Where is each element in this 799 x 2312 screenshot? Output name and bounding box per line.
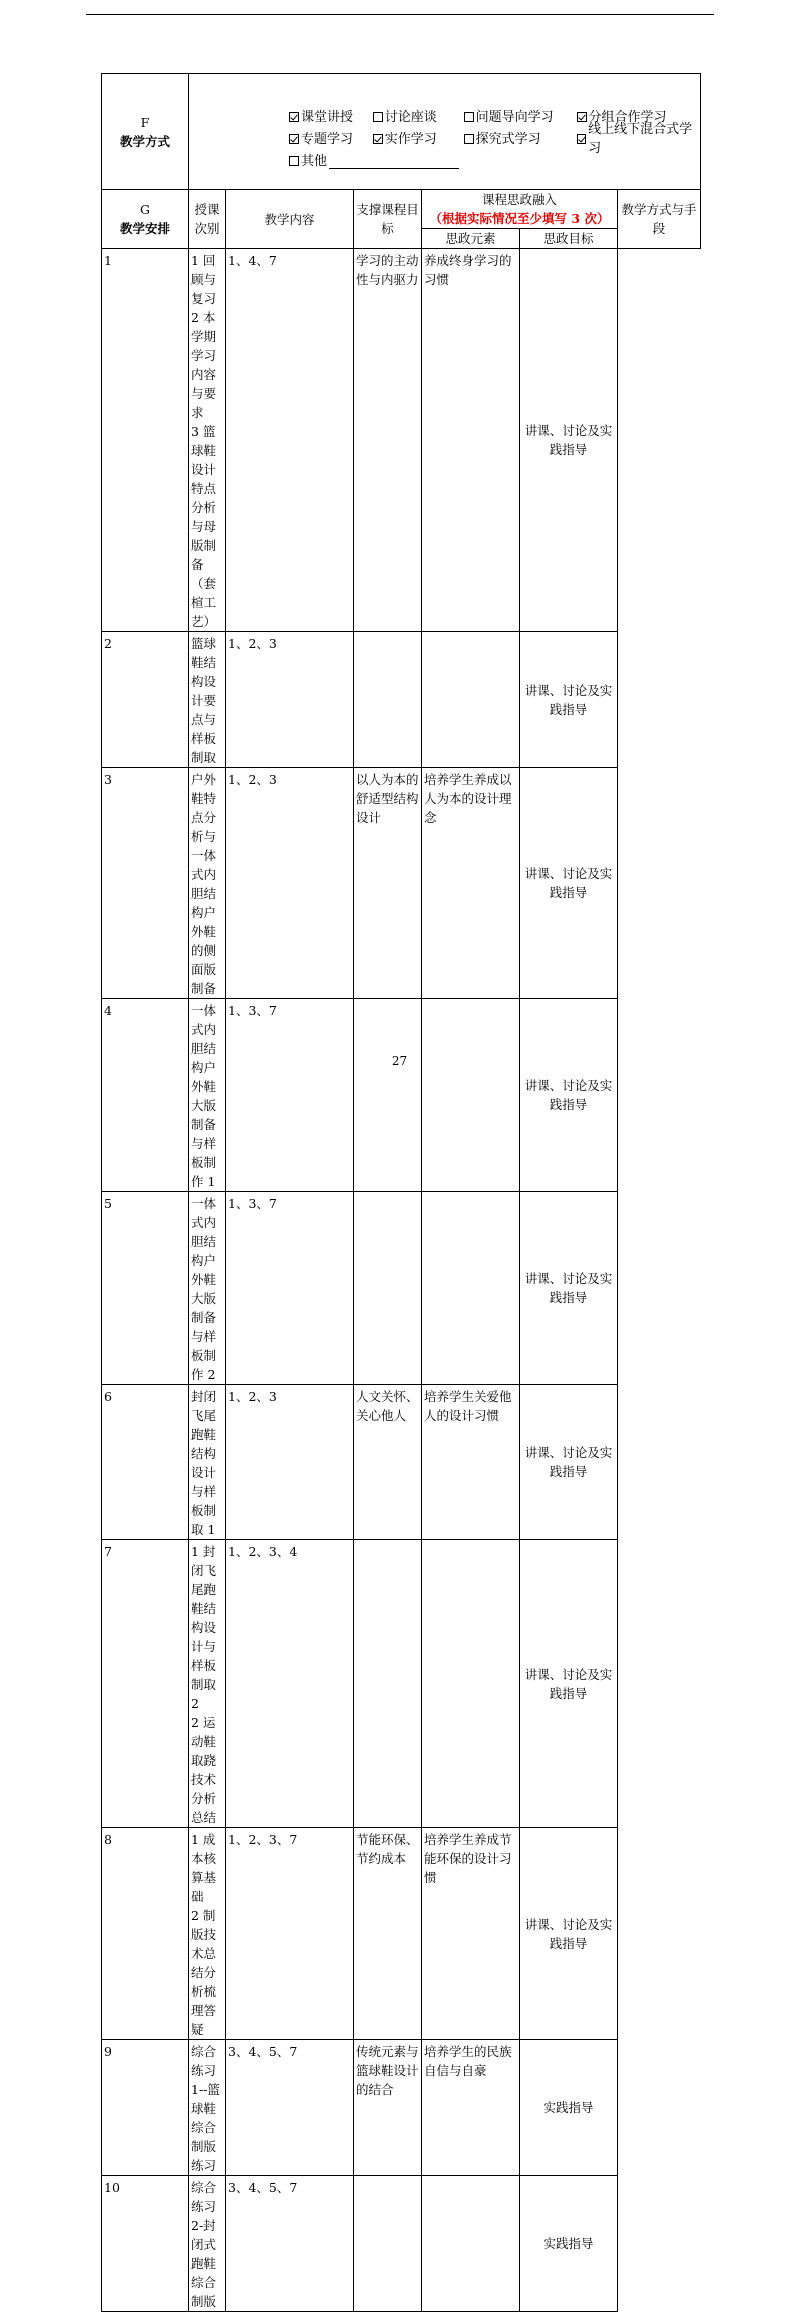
- teaching-methods: [189, 74, 701, 190]
- ideology-element: 学习的主动性与内驱力: [354, 249, 422, 632]
- schedule-row: [102, 1540, 701, 1828]
- ideology-element: [354, 1192, 422, 1385]
- schedule-row: [102, 999, 701, 1192]
- teaching-method: 实践指导: [520, 2176, 618, 2312]
- ideology-element: 节能环保、节约成本: [354, 1828, 422, 2040]
- method-option: [289, 152, 459, 171]
- header-methods: 教学方式与手段: [618, 190, 701, 249]
- course-goals: 1、4、7: [226, 249, 354, 632]
- lesson-content: 1 回顾与复习 2 本学期学习内容与要求 3 篮球鞋设计特点分析与母版制备（套楦工艺）: [189, 249, 226, 632]
- ideology-element: [354, 999, 422, 1192]
- method-label: 线上线下混合式学习: [588, 122, 693, 156]
- ideology-element: [354, 2176, 422, 2312]
- lesson-content: 户外鞋特点分析与一体式内胆结构户外鞋的侧面版制备: [189, 768, 226, 999]
- lesson-content: 综合练习 1--篮球鞋综合制版练习: [189, 2040, 226, 2176]
- ideology-target: 养成终身学习的习惯: [422, 249, 520, 632]
- schedule-row: [102, 2040, 701, 2176]
- section-f-row: [102, 74, 701, 190]
- ideology-target: 培养学生养成节能环保的设计习惯: [422, 1828, 520, 2040]
- method-label: 分组合作学习: [588, 109, 667, 125]
- schedule-row: [102, 1828, 701, 2040]
- ideology-target: [422, 2176, 520, 2312]
- ideology-target: 培养学生养成以人为本的设计理念: [422, 768, 520, 999]
- method-label: 问题导向学习: [475, 109, 554, 125]
- ideology-element: [354, 1540, 422, 1828]
- ideology-element: 传统元素与篮球鞋设计的结合: [354, 2040, 422, 2176]
- session-number: 6: [102, 1385, 189, 1540]
- header-ideology-note: （根据实际情况至少填写 3 次）: [429, 211, 610, 226]
- checked-box-icon[interactable]: [577, 134, 587, 144]
- course-goals: 1、2、3: [226, 1385, 354, 1540]
- method-label: 课堂讲授: [301, 109, 354, 125]
- lesson-content: 一体式内胆结构户外鞋大版制备与样板制作 2: [189, 1192, 226, 1385]
- header-ideology-title: 课程思政融入: [481, 192, 557, 207]
- teaching-method: 讲课、讨论及实践指导: [520, 1192, 618, 1385]
- session-number: 2: [102, 632, 189, 768]
- ideology-target: [422, 1540, 520, 1828]
- ideology-element: [354, 632, 422, 768]
- section-f-code: F: [140, 114, 150, 130]
- method-option: [373, 108, 464, 127]
- session-number: 10: [102, 2176, 189, 2312]
- ideology-target: 培养学生关爱他人的设计习惯: [422, 1385, 520, 1540]
- section-g-label: [102, 190, 189, 249]
- course-goals: 1、2、3: [226, 632, 354, 768]
- course-goals: 1、3、7: [226, 999, 354, 1192]
- method-option: [464, 108, 577, 127]
- teaching-method: 讲课、讨论及实践指导: [520, 999, 618, 1192]
- method-option: [577, 120, 700, 158]
- section-f-label: [102, 74, 189, 190]
- empty-box-icon[interactable]: [464, 134, 474, 144]
- session-number: 1: [102, 249, 189, 632]
- empty-box-icon[interactable]: [464, 112, 474, 122]
- lesson-content: 1 成本核算基础 2 制版技术总结分析梳理答疑: [189, 1828, 226, 2040]
- ideology-element: 以人为本的舒适型结构设计: [354, 768, 422, 999]
- method-label: 探究式学习: [475, 131, 541, 147]
- session-number: 5: [102, 1192, 189, 1385]
- checked-box-icon[interactable]: [373, 134, 383, 144]
- session-number: 8: [102, 1828, 189, 2040]
- schedule-row: [102, 632, 701, 768]
- header-rule: [86, 14, 714, 15]
- teaching-method: 实践指导: [520, 2040, 618, 2176]
- section-g-title: 教学安排: [119, 221, 170, 236]
- method-option: [464, 130, 577, 149]
- method-label: 实作学习: [384, 131, 437, 147]
- course-goals: 1、2、3、7: [226, 1828, 354, 2040]
- course-goals: 1、3、7: [226, 1192, 354, 1385]
- session-number: 7: [102, 1540, 189, 1828]
- method-option: [289, 108, 373, 127]
- section-g-code: G: [140, 202, 150, 217]
- header-targets: 思政目标: [520, 229, 618, 249]
- schedule-row: [102, 1192, 701, 1385]
- empty-box-icon[interactable]: [373, 112, 383, 122]
- teaching-method: 讲课、讨论及实践指导: [520, 1540, 618, 1828]
- schedule-header-row-1: [102, 190, 701, 229]
- empty-box-icon[interactable]: [289, 156, 299, 166]
- ideology-target: 培养学生的民族自信与自豪: [422, 2040, 520, 2176]
- lesson-content: 综合练习 2-封闭式跑鞋综合制版: [189, 2176, 226, 2312]
- lesson-content: 篮球鞋结构设计要点与样板制取: [189, 632, 226, 768]
- ideology-target: [422, 632, 520, 768]
- page-number: 27: [391, 1054, 408, 1068]
- method-option: [289, 130, 373, 149]
- course-goals: 3、4、5、7: [226, 2040, 354, 2176]
- schedule-row: [102, 2176, 701, 2312]
- course-goals: 1、2、3、4: [226, 1540, 354, 1828]
- header-content: 教学内容: [226, 190, 354, 249]
- ideology-target: [422, 1192, 520, 1385]
- method-label: 其他: [301, 153, 328, 169]
- session-number: 4: [102, 999, 189, 1192]
- section-f-title: 教学方式: [119, 133, 170, 149]
- session-number: 9: [102, 2040, 189, 2176]
- teaching-method: 讲课、讨论及实践指导: [520, 1385, 618, 1540]
- ideology-target: [422, 999, 520, 1192]
- lesson-content: 1 封闭飞尾跑鞋结构设计与样板制取 2 2 运动鞋取跷技术分析总结: [189, 1540, 226, 1828]
- header-ideology: [422, 190, 618, 229]
- method-label: 讨论座谈: [384, 109, 437, 125]
- method-label: 专题学习: [301, 131, 354, 147]
- header-elements: 思政元素: [422, 229, 520, 249]
- course-table: [101, 73, 701, 2312]
- other-blank-line: [329, 154, 459, 169]
- teaching-method: 讲课、讨论及实践指导: [520, 249, 618, 632]
- method-option: [373, 130, 464, 149]
- lesson-content: 封闭飞尾跑鞋结构设计与样板制取 1: [189, 1385, 226, 1540]
- schedule-row: [102, 1385, 701, 1540]
- header-session: 授课次别: [189, 190, 226, 249]
- session-number: 3: [102, 768, 189, 999]
- checked-box-icon[interactable]: [289, 134, 299, 144]
- course-goals: 3、4、5、7: [226, 2176, 354, 2312]
- schedule-row: [102, 768, 701, 999]
- teaching-method: 讲课、讨论及实践指导: [520, 632, 618, 768]
- checked-box-icon[interactable]: [577, 112, 587, 122]
- schedule-row: [102, 249, 701, 632]
- checked-box-icon[interactable]: [289, 112, 299, 122]
- lesson-content: 一体式内胆结构户外鞋大版制备与样板制作 1: [189, 999, 226, 1192]
- teaching-method: 讲课、讨论及实践指导: [520, 768, 618, 999]
- method-row: [289, 122, 700, 156]
- teaching-method: 讲课、讨论及实践指导: [520, 1828, 618, 2040]
- header-goals: 支撑课程目标: [354, 190, 422, 249]
- course-goals: 1、2、3: [226, 768, 354, 999]
- ideology-element: 人文关怀、关心他人: [354, 1385, 422, 1540]
